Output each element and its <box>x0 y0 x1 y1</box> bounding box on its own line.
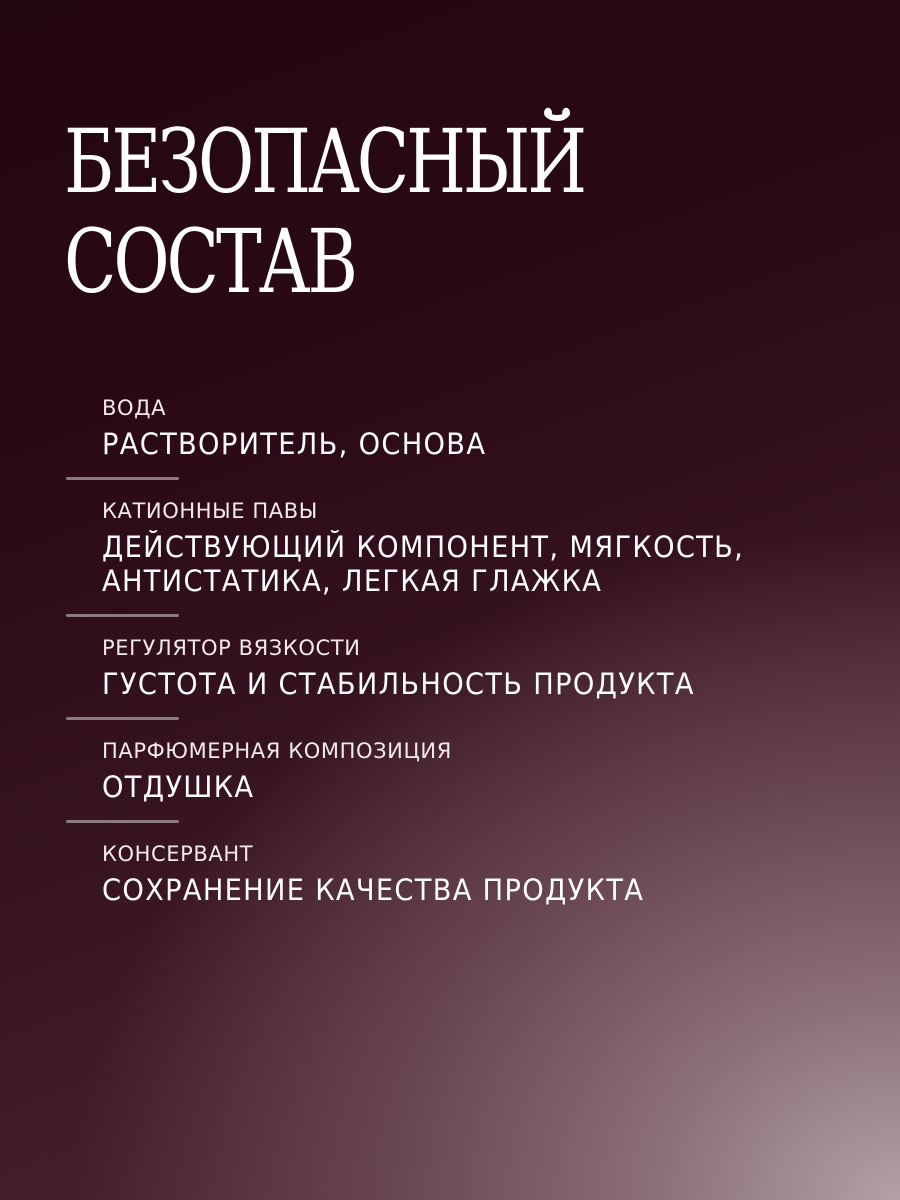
ingredient-item <box>0 635 900 701</box>
divider <box>66 717 179 720</box>
ingredient-description: ГУСТОТА И СТАБИЛЬНОСТЬ ПРОДУКТА <box>102 667 695 701</box>
divider <box>66 614 179 617</box>
title-line-2: СОСТАВ <box>64 210 355 313</box>
ingredient-item <box>0 738 900 804</box>
ingredient-description: СОХРАНЕНИЕ КАЧЕСТВА ПРОДУКТА <box>102 873 645 907</box>
divider <box>66 820 179 823</box>
ingredient-name: ВОДА <box>102 396 167 420</box>
ingredient-description: ОТДУШКА <box>102 770 255 804</box>
divider <box>66 477 179 480</box>
ingredient-name: РЕГУЛЯТОР ВЯЗКОСТИ <box>102 636 361 660</box>
ingredient-description: РАСТВОРИТЕЛЬ, ОСНОВА <box>102 427 487 461</box>
ingredient-name: ПАРФЮМЕРНАЯ КОМПОЗИЦИЯ <box>102 739 452 763</box>
ingredient-description: ДЕЙСТВУЮЩИЙ КОМПОНЕНТ, МЯГКОСТЬ, АНТИСТАТИКА, ЛЕГКАЯ ГЛАЖКА <box>102 530 745 598</box>
ingredient-item <box>0 841 900 907</box>
ingredient-item <box>0 395 900 461</box>
ingredient-name: КАТИОННЫЕ ПАВЫ <box>102 499 318 523</box>
title-line-1: БЕЗОПАСНЫЙ <box>64 110 585 213</box>
page-title <box>64 112 584 312</box>
ingredient-list <box>0 395 900 907</box>
ingredient-item <box>0 498 900 598</box>
ingredient-name: КОНСЕРВАНТ <box>102 842 254 866</box>
